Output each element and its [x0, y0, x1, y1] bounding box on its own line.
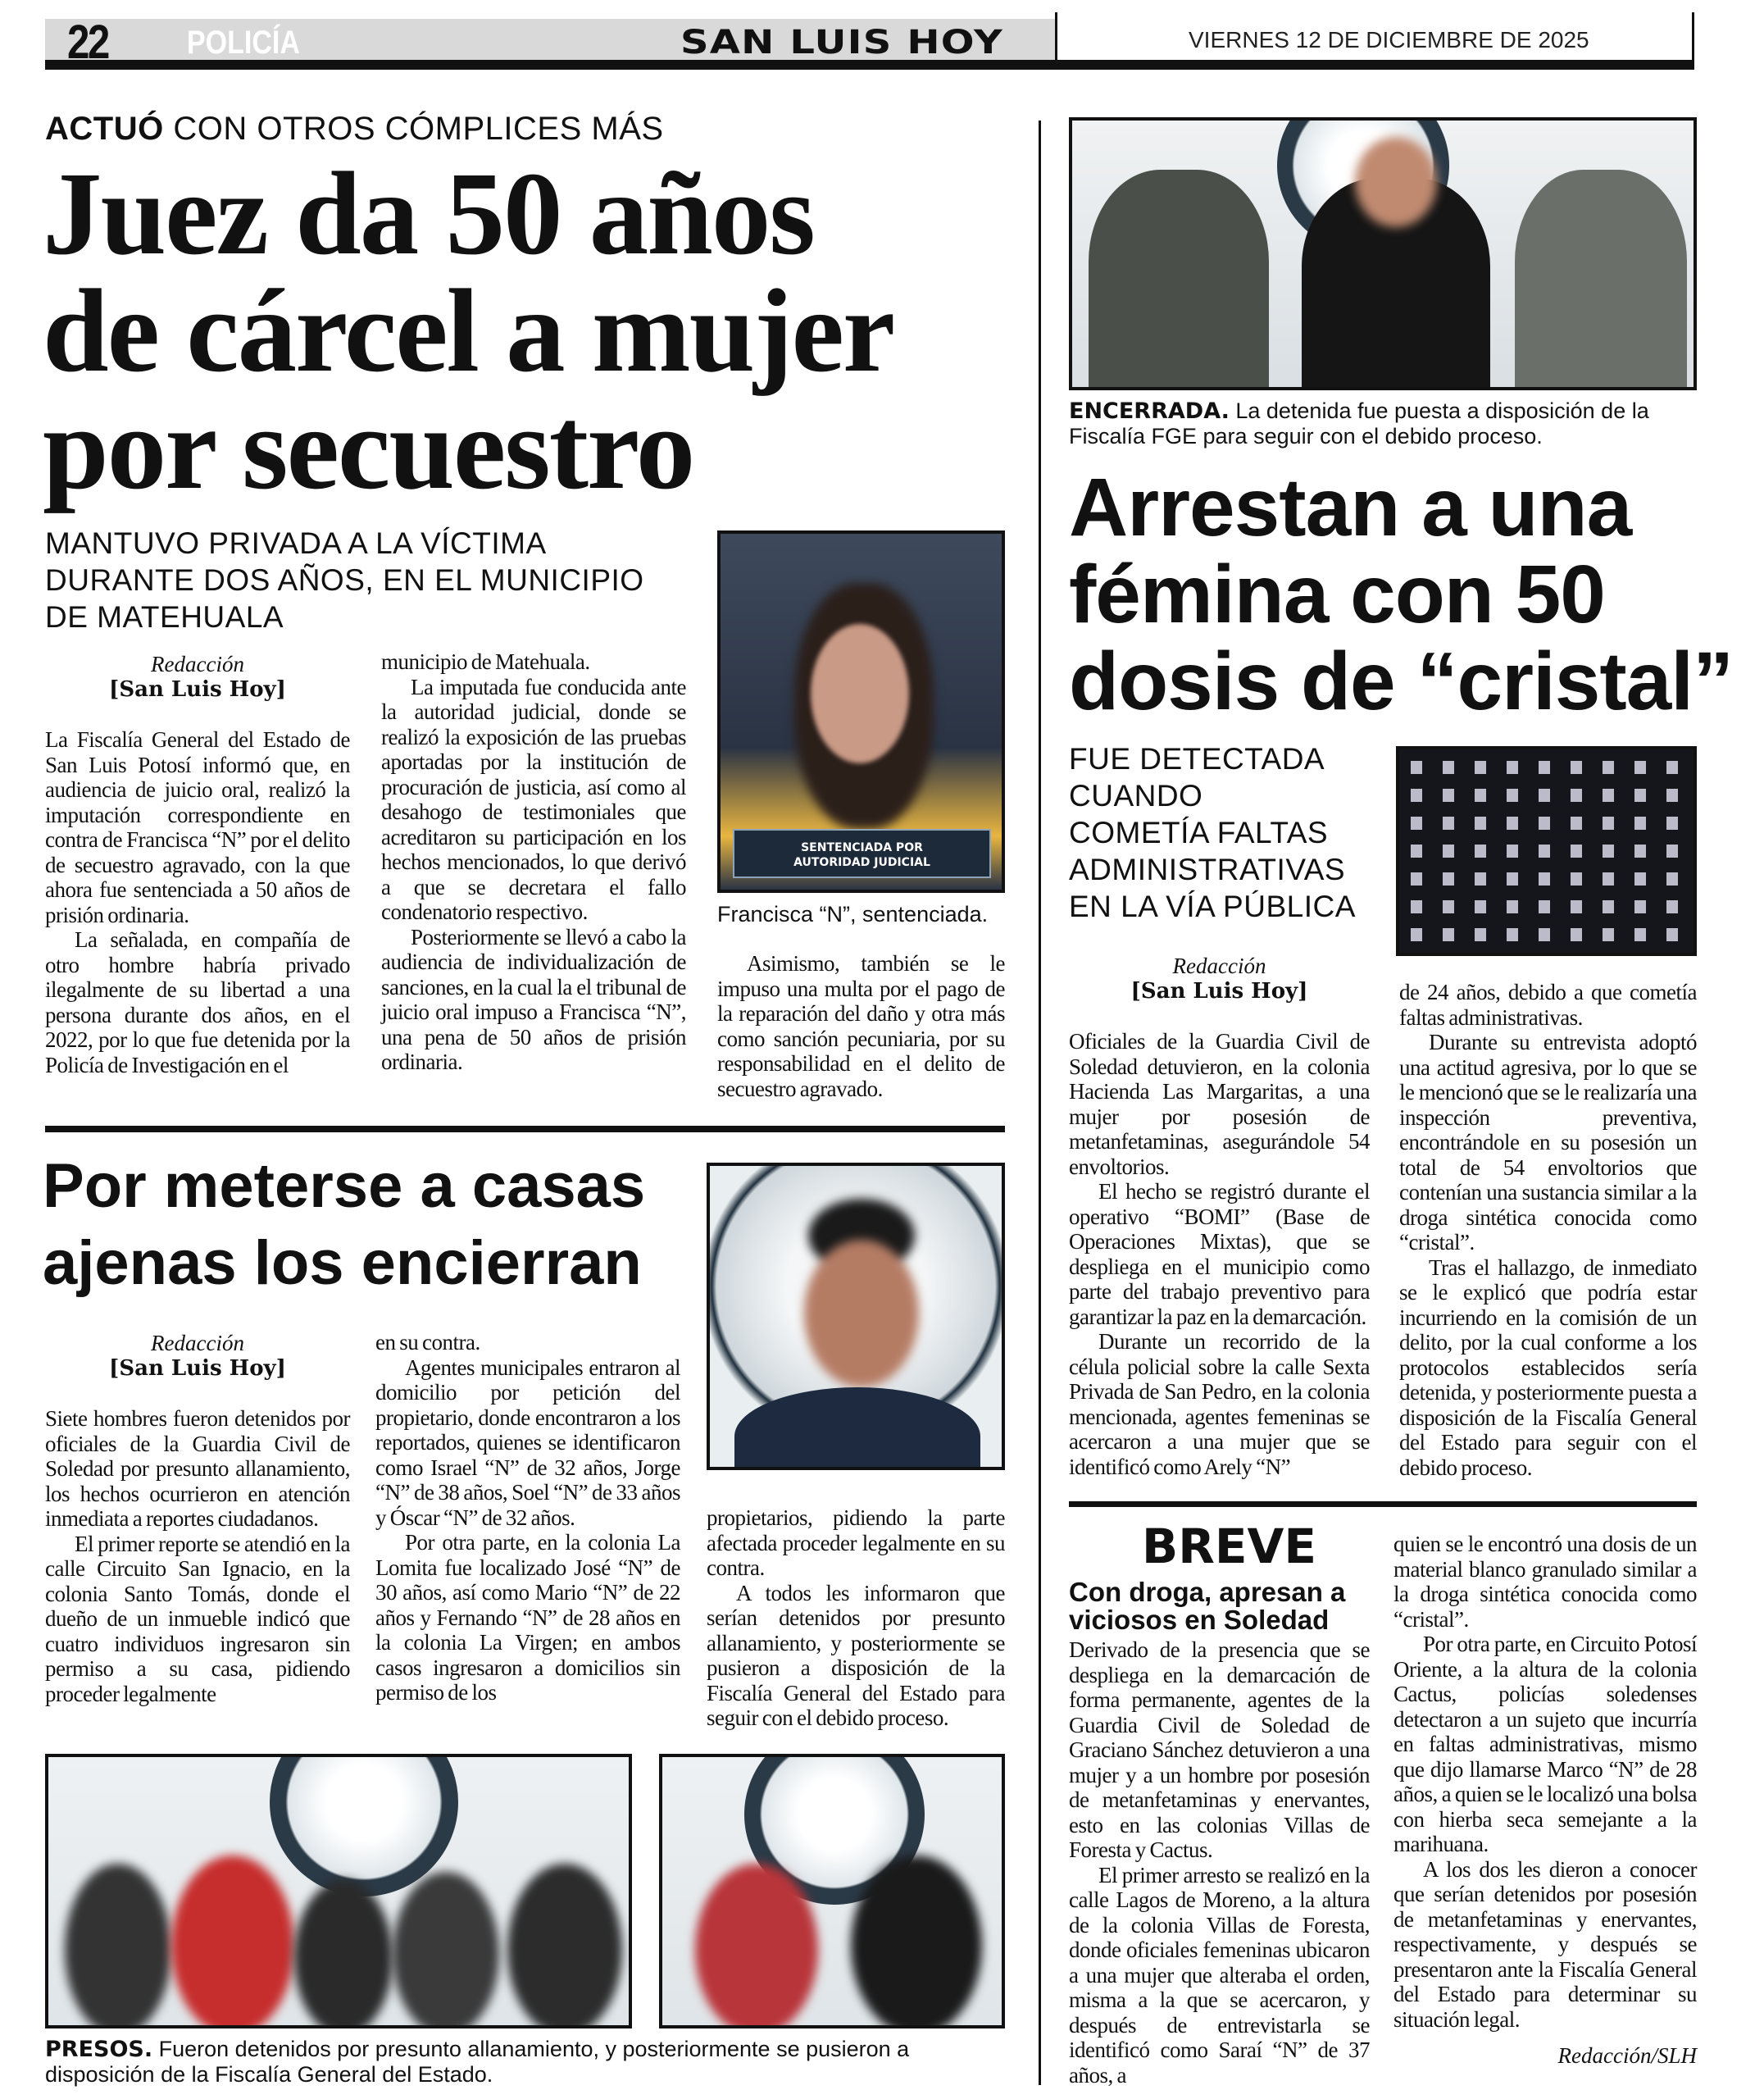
section-rule: [45, 1126, 1005, 1132]
paragraph: Posteriormente se llevó a cabo la audiencia de individualización de sanciones, en la cual la el tribunal de juicio oral impuso a Francisca “N”, una pena de 50 años de prisión ordinaria.: [381, 924, 686, 1074]
headline-line: Juez da 50 años: [43, 148, 814, 280]
drug-packet: [1666, 789, 1678, 802]
drug-packet: [1571, 928, 1582, 941]
drug-packet: [1634, 817, 1646, 830]
detainee: [294, 1880, 393, 2028]
drug-packet: [1666, 872, 1678, 886]
detainee: [171, 1855, 294, 2028]
breve-column-1: [1069, 1578, 1370, 2088]
header-divider: [1055, 12, 1057, 70]
drug-packet: [1571, 761, 1582, 774]
drug-packet: [1666, 761, 1678, 774]
detainee: [507, 1864, 622, 2028]
detainee: [695, 1864, 818, 2028]
subhead-line: FUE DETECTADA: [1069, 742, 1325, 776]
headline-line: dosis de “cristal”: [1069, 635, 1734, 727]
breve-column-2: [1393, 1532, 1697, 2069]
drug-packet: [1603, 845, 1614, 858]
story1-headline: [43, 148, 1026, 514]
officer: [1515, 170, 1687, 390]
caption-text: La detenida fue puesta a disposición de la Fiscalía FGE para seguir con el debido proceso.: [1069, 398, 1649, 448]
paragraph: propietarios, pidiendo la parte afectada proceder legalmente en su contra.: [707, 1505, 1005, 1580]
drug-packet: [1475, 872, 1486, 886]
subhead-line: CUANDO: [1069, 779, 1203, 813]
caption-label: ENCERRADA.: [1069, 398, 1230, 424]
subhead-line: EN LA VÍA PÚBLICA: [1069, 890, 1356, 923]
story1-column-3: [717, 951, 1005, 1101]
drug-packet: [1411, 789, 1422, 802]
paragraph: Por otra parte, en la colonia La Lomita fue localizado José “N” de 30 años, así como Mario “N” de 22 años y Fernando “N” de 28 años en la colonia La Virgen; en ambos casos ingresaron a domicilios sin permiso de los: [375, 1530, 680, 1705]
breve-rule: [1069, 1501, 1697, 1507]
drug-packet: [1443, 817, 1454, 830]
drug-packet: [1666, 845, 1678, 858]
paragraph: Siete hombres fueron detenidos por oficiales de la Guardia Civil de Soledad por presunto allanamiento, los hechos ocurrieron en atención inmediata a reportes ciudadanos.: [45, 1406, 350, 1531]
drug-packet: [1603, 817, 1614, 830]
newspaper-brand: SAN LUIS HOY: [680, 24, 1004, 61]
story1-column-2: [381, 649, 686, 1075]
issue-date: VIERNES 12 DE DICIEMBRE DE 2025: [1189, 27, 1589, 52]
story2-column-3: [707, 1505, 1005, 1731]
drug-packet: [1507, 761, 1518, 774]
drug-packet: [1443, 928, 1454, 941]
story2-headline: [43, 1148, 645, 1302]
drug-packet: [1539, 872, 1550, 886]
paragraph: Durante su entrevista adoptó una actitud agresiva, por lo que se le mencionó que se le realizaría una inspección preventiva, encontrándole en su posesión un total de 54 envoltorios que contenían una sustancia similar a la droga sintética conocida como “cristal”.: [1399, 1030, 1697, 1254]
story2-photo-caption: [45, 2037, 1005, 2088]
drug-packet: [1603, 900, 1614, 913]
drug-packet: [1507, 817, 1518, 830]
drug-packet: [1666, 900, 1678, 913]
subhead-line: ADMINISTRATIVAS: [1069, 853, 1346, 886]
drug-packet: [1411, 900, 1422, 913]
drug-packet: [1603, 928, 1614, 941]
story1-column-1: [45, 652, 350, 1077]
drug-packet: [1539, 845, 1550, 858]
paragraph: Asimismo, también se le impuso una multa por el pago de la reparación del daño y otra más como sanción pecuniaria, por su responsabilidad en el delito de secuestro agravado.: [717, 951, 1005, 1101]
paragraph: La imputada fue conducida ante la autoridad judicial, donde se realizó la exposición de las pruebas aportadas por la institución de procuración de justicia, así como al desahogo de testimoniales que acreditaron su participación en los hechos mencionados, lo que derivó a que se decretara el fallo condenatorio respectivo.: [381, 674, 686, 924]
drug-packet: [1634, 900, 1646, 913]
drug-packet: [1443, 761, 1454, 774]
face-blur: [1355, 137, 1437, 227]
paragraph: El primer arresto se realizó en la calle Lagos de Moreno, a la altura de la colonia Villas de Foresta, donde oficiales femeninas ubicaron a una mujer que alteraba el orden, misma a la que se acercaron, y después de entrevistarla se identificó como Saraí “N” de 37 años, a: [1069, 1862, 1370, 2088]
paragraph: quien se le encontró una dosis de un material blanco granulado similar a la droga sintética conocida como “cristal”.: [1393, 1532, 1697, 1632]
story3-subhead: [1069, 740, 1356, 925]
story2-portrait-photo: [707, 1163, 1005, 1470]
breve-headline: Con droga, apresan a viciosos en Soledad: [1069, 1577, 1346, 1635]
paragraph: Durante un recorrido de la célula policial sobre la calle Sexta Privada de San Pedro, en la colonia mencionada, agentes femeninas se acercaron a una mujer que se identificó como Arely “N”: [1069, 1329, 1370, 1479]
story2-column-2: [375, 1330, 680, 1705]
drug-packet: [1475, 761, 1486, 774]
drug-packet: [1443, 845, 1454, 858]
story2-group-photo-left: [45, 1754, 632, 2028]
paragraph: de 24 años, debido a que cometía faltas administrativas.: [1399, 980, 1697, 1030]
drug-packet: [1571, 789, 1582, 802]
drug-packet: [1539, 928, 1550, 941]
caption-label: PRESOS.: [45, 2037, 153, 2062]
detainee: [393, 1872, 499, 2028]
headline-line: Arrestan a una: [1069, 462, 1632, 553]
story2-group-photo-right: [659, 1754, 1005, 2028]
drug-packet: [1475, 817, 1486, 830]
drug-packet: [1634, 928, 1646, 941]
drug-packet: [1571, 817, 1582, 830]
story3-photo: [1069, 117, 1697, 390]
paragraph: en su contra.: [375, 1330, 480, 1355]
byline-source: [San Luis Hoy]: [109, 677, 286, 702]
byline: Redacción: [1172, 954, 1266, 978]
drug-packet: [1411, 872, 1422, 886]
story3-photo-caption: [1069, 398, 1697, 449]
caption-text: Fueron detenidos por presunto allanamiento, y posteriormente se pusieron a disposición de la Fiscalía General del Estado.: [45, 2037, 910, 2087]
paragraph: Agentes municipales entraron al domicilio por petición del propietario, donde encontraron a los reportados, quienes se identificaron como Israel “N” de 32 años, Jorge “N” de 38 años, Soel “N” de 33 años y Óscar “N” de 32 años.: [375, 1355, 680, 1530]
drug-packet: [1411, 761, 1422, 774]
page-number: 22: [67, 16, 108, 69]
subhead-line: COMETÍA FALTAS: [1069, 816, 1329, 849]
drug-packet: [1539, 789, 1550, 802]
drug-packet: [1475, 928, 1486, 941]
drug-packet: [1475, 845, 1486, 858]
drug-packet: [1603, 761, 1614, 774]
breve-label: BREVE: [1142, 1518, 1316, 1574]
drug-packet: [1634, 789, 1646, 802]
drug-packet: [1411, 845, 1422, 858]
drug-packet: [1634, 761, 1646, 774]
story1-photo-caption: Francisca “N”, sentenciada.: [717, 902, 989, 927]
drug-packet: [1666, 928, 1678, 941]
detainee: [851, 1855, 982, 2028]
sentenced-banner: SENTENCIADA POR AUTORIDAD JUDICIAL: [733, 829, 991, 878]
column-text: [1069, 1637, 1370, 2088]
section-name: POLICÍA: [187, 25, 300, 61]
drug-packet: [1634, 845, 1646, 858]
drug-packet: [1603, 872, 1614, 886]
column-text: [45, 1406, 350, 1706]
paragraph: El primer reporte se atendió en la calle Circuito San Ignacio, en la colonia Santo Tomás, donde el dueño de un inmueble indicó que cuatro individuos ingresaron sin permiso a su casa, pidiendo proceder legalmente: [45, 1531, 350, 1706]
paragraph: Derivado de la presencia que se despliega en la demarcación de forma permanente, agentes de la Guardia Civil de Soledad de Graciano Sánchez detuvieron a una mujer y a un hombre por posesión de metanfetaminas y enervantes, esto en las colonias Villas de Foresta y Cactus.: [1069, 1637, 1370, 1862]
breve-signature: Redacción/SLH: [1557, 2043, 1697, 2068]
drug-packet: [1539, 817, 1550, 830]
face-blur: [804, 1240, 919, 1387]
officer: [1089, 170, 1269, 390]
header-divider-right: [1692, 12, 1694, 70]
paragraph: La señalada, en compañía de otro hombre habría privado ilegalmente de su libertad a una persona durante dos años, en el 2022, por lo que fue detenida por la Policía de Investigación en el: [45, 927, 350, 1077]
paragraph: Por otra parte, en Circuito Potosí Oriente, a la altura de la colonia Cactus, policías soledenses detectaron a un sujeto que incurría en faltas administrativas, mismo que dijo llamarse Marco “N” de 28 años, a quien se le localizó una bolsa con hierba seca semejante a la marihuana.: [1393, 1632, 1697, 1856]
byline: Redacción: [151, 652, 244, 676]
drug-packet: [1507, 928, 1518, 941]
drug-packet: [1475, 789, 1486, 802]
drug-packet: [1475, 900, 1486, 913]
drug-packets-photo: [1396, 746, 1697, 956]
paragraph: A todos les informaron que serían detenidos por presunto allanamiento, y posteriormente se pusieron a disposición de la Fiscalía General del Estado para seguir con el debido proceso.: [707, 1580, 1005, 1730]
column-divider: [1039, 121, 1041, 2085]
detainee: [65, 1864, 171, 2028]
paragraph: Oficiales de la Guardia Civil de Soledad detuvieron, en la colonia Hacienda Las Margaritas, a una mujer por posesión de metanfetaminas, asegurándole 54 envoltorios.: [1069, 1029, 1370, 1179]
headline-line: Por meterse a casas: [43, 1151, 646, 1221]
drug-packet: [1571, 900, 1582, 913]
drug-packet: [1571, 872, 1582, 886]
headline-line: por secuestro: [43, 383, 694, 514]
drug-packet: [1634, 872, 1646, 886]
story1-photo: [717, 530, 1005, 893]
paragraph: La Fiscalía General del Estado de San Luis Potosí informó que, en audiencia de juicio oral, realizó la imputación correspondiente en contra de Francisca “N” por el delito de secuestro agravado, con la que ahora fue sentenciada a 50 años de prisión ordinaria.: [45, 727, 350, 927]
drug-packet: [1507, 845, 1518, 858]
kicker-rest: CON OTROS CÓMPLICES MÁS: [163, 111, 664, 147]
headline-line: ajenas los encierran: [43, 1228, 642, 1298]
headline-line: de cárcel a mujer: [43, 266, 894, 397]
drug-packet: [1443, 872, 1454, 886]
byline-source: [San Luis Hoy]: [1130, 979, 1308, 1004]
paragraph: El hecho se registró durante el operativo “BOMI” (Base de Operaciones Mixtas), que se despliega en el municipio como parte del trabajo preventivo para garantizar la paz en la demarcación.: [1069, 1179, 1370, 1329]
drug-packet: [1411, 817, 1422, 830]
drug-packet: [1443, 789, 1454, 802]
drug-packet: [1666, 817, 1678, 830]
story1-subhead: MANTUVO PRIVADA A LA VÍCTIMA DURANTE DOS AÑOS, EN EL MUNICIPIO DE MATEHUALA: [45, 526, 644, 634]
story1-kicker: [45, 111, 664, 148]
byline: Redacción: [151, 1331, 244, 1355]
drug-packet: [1443, 900, 1454, 913]
drug-packet: [1507, 872, 1518, 886]
story3-headline: [1069, 464, 1733, 725]
headline-line: fémina con 50: [1069, 549, 1605, 640]
paragraph: municipio de Matehuala.: [381, 649, 590, 674]
story3-column-1: [1069, 954, 1370, 1479]
drug-packet: [1571, 845, 1582, 858]
face-pixelated: [811, 624, 909, 763]
paragraph: A los dos les dieron a conocer que serían detenidos por posesión de metanfetaminas y enervantes, respectivamente, y después se presentaron ante la Fiscalía General del Estado para determinar su situación legal.: [1393, 1856, 1697, 2032]
drug-packet: [1507, 900, 1518, 913]
paragraph: Tras el hallazgo, de inmediato se le explicó que podría estar incurriendo en la comisión de un delito, por la cual conforme a los protocolos establecidos sería detenida, y posteriormente puesta a disposición de la Fiscalía General del Estado para seguir con el debido proceso.: [1399, 1254, 1697, 1480]
column-text: [1069, 1029, 1370, 1479]
shirt: [734, 1387, 980, 1470]
byline-source: [San Luis Hoy]: [109, 1356, 286, 1381]
drug-packet: [1539, 761, 1550, 774]
story3-column-2: [1399, 980, 1697, 1480]
drug-packet: [1411, 928, 1422, 941]
drug-packet: [1539, 900, 1550, 913]
column-text: [45, 727, 350, 1077]
drug-packet: [1507, 789, 1518, 802]
drug-packet: [1603, 789, 1614, 802]
kicker-bold: ACTUÓ: [45, 111, 164, 147]
story2-column-1: [45, 1331, 350, 1706]
column-text: [1393, 1532, 1697, 2032]
